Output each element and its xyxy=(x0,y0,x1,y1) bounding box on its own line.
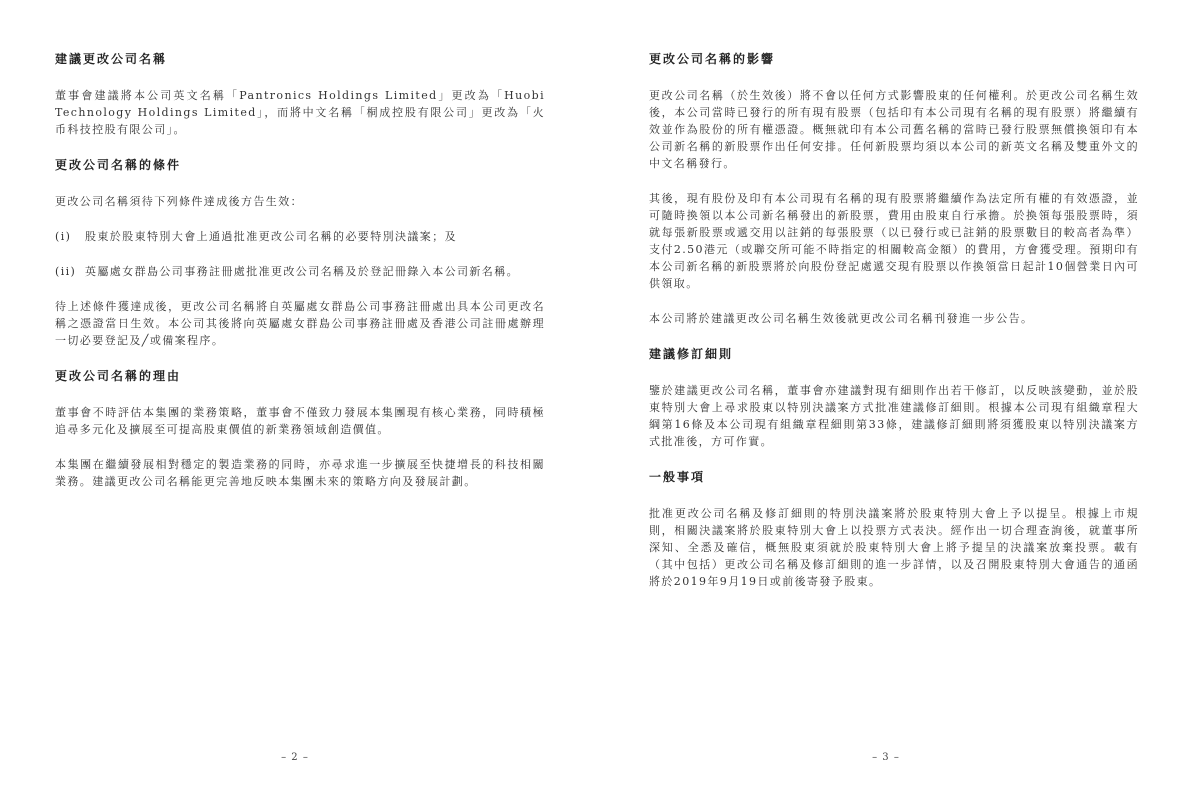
paragraph-effects-1: 更改公司名稱（於生效後）將不會以任何方式影響股東的任何權利。於更改公司名稱生效後，本公司當時已發行的所有現有股票（包括印有本公司現有名稱的現有股票）將繼續有效並作為股份的所有權憑證。概無就印有本公司舊名稱的當時已發行股票無償換領印有本公司新名稱的新股票作出任何安排。任何新股票均須以本公司的新英文名稱及雙重外文的中文名稱發行。 xyxy=(649,89,1139,170)
section-heading-reasons: 更改公司名稱的理由 xyxy=(55,369,182,383)
paragraph-conditions-intro: 更改公司名稱須待下列條件達成後方告生效： xyxy=(55,195,303,208)
condition-text: 股東於股東特別大會上通過批准更改公司名稱的必要特別決議案；及 xyxy=(85,230,457,243)
section-heading-proposed-name-change: 建議更改公司名稱 xyxy=(55,52,168,66)
condition-number: (ii) xyxy=(55,265,77,278)
paragraph-general: 批准更改公司名稱及修訂細則的特別決議案將於股東特別大會上予以提呈。根據上市規則，相關決議案將於股東特別大會上以投票方式表決。經作出一切合理查詢後，就董事所深知、全悉及確信，概無股東須就於股東特別大會上將予提呈的決議案放棄投票。載有（其中包括）更改公司名稱及修訂細則的進一步詳情，以及召開股東特別大會通告的通函將於2019年9月19日或前後寄發予股東。 xyxy=(649,507,1139,588)
paragraph-effects-2: 其後，現有股份及印有本公司現有名稱的現有股票將繼續作為法定所有權的有效憑證，並可隨時換領以本公司新名稱發出的新股票，費用由股東自行承擔。於換領每張股票時，須就每張新股票或遞交用以註銷的每張股票（以已發行或已註銷的股票數目的較高者為準）支付2.50港元（或聯交所可能不時指定的相關較高金額）的費用，方會獲受理。預期印有本公司新名稱的新股票將於向股份登記處遞交現有股票以作換領當日起計10個營業日內可供領取。 xyxy=(649,192,1139,290)
right-page xyxy=(591,0,1181,785)
condition-item-1 xyxy=(55,228,545,245)
left-page xyxy=(0,0,590,785)
paragraph-effective-date: 待上述條件獲達成後，更改公司名稱將自英屬處女群島公司事務註冊處出具本公司更改名稱之憑證當日生效。本公司其後將向英屬處女群島公司事務註冊處及香港公司註冊處辦理一切必要登記及╱或備案程序。 xyxy=(55,300,545,347)
paragraph-amendments: 鑒於建議更改公司名稱，董事會亦建議對現有細則作出若干修訂，以反映該變動，並於股東特別大會上尋求股東以特別決議案方式批准建議修訂細則。根據本公司現有組織章程大綱第16條及本公司現有組織章程細則第33條，建議修訂細則將須獲股東以特別決議案方式批准後，方可作實。 xyxy=(649,384,1139,448)
condition-item-2 xyxy=(55,263,545,280)
page-number: – 2 – xyxy=(281,752,309,763)
left-page-content xyxy=(55,50,545,508)
right-page-content xyxy=(649,50,1139,608)
page-number: – 3 – xyxy=(872,752,900,763)
section-heading-general: 一般事項 xyxy=(649,470,706,484)
section-heading-amendments: 建議修訂細則 xyxy=(649,347,734,361)
paragraph-reasons-1: 董事會不時評估本集團的業務策略，董事會不僅致力發展本集團現有核心業務，同時積極追尋多元化及擴展至可提高股東價值的新業務領域創造價值。 xyxy=(55,406,545,436)
paragraph-reasons-2: 本集團在繼續發展相對穩定的製造業務的同時，亦尋求進一步擴展至快捷增長的科技相關業務。建議更改公司名稱能更完善地反映本集團未來的策略方向及發展計劃。 xyxy=(55,458,545,488)
paragraph-effects-3: 本公司將於建議更改公司名稱生效後就更改公司名稱刊發進一步公告。 xyxy=(649,312,1034,325)
condition-number: (i) xyxy=(55,230,72,243)
section-heading-conditions: 更改公司名稱的條件 xyxy=(55,158,182,172)
condition-text: 英屬處女群島公司事務註冊處批准更改公司名稱及於登記冊錄入本公司新名稱。 xyxy=(85,265,519,278)
section-heading-effects: 更改公司名稱的影響 xyxy=(649,52,776,66)
paragraph-name-change-proposal: 董事會建議將本公司英文名稱「Pantronics Holdings Limited」更改為「Huobi Technology Holdings Limited」，而將中文名稱「桐成控股有限公司」更改為「火币科技控股有限公司」。 xyxy=(55,89,545,136)
